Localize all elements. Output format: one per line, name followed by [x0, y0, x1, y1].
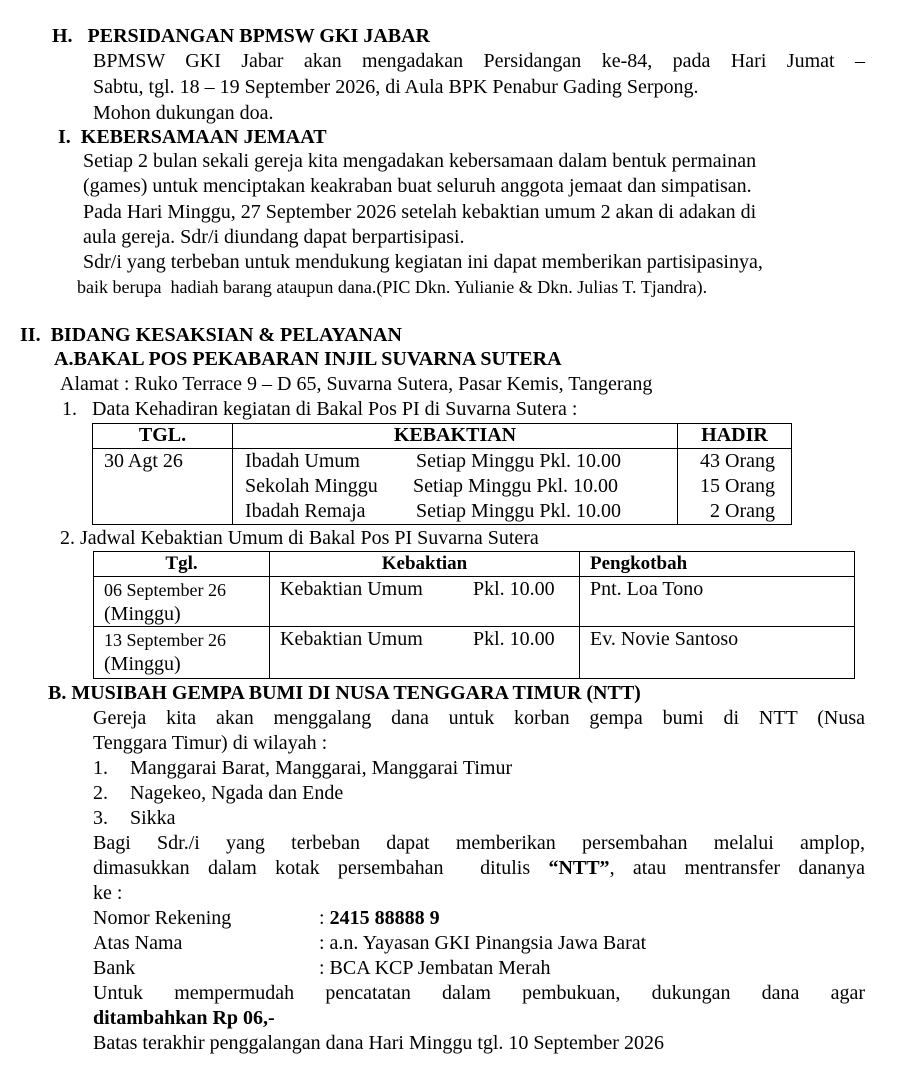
- address-line: Alamat : Ruko Terrace 9 – D 65, Suvarna Sutera, Pasar Kemis, Tangerang: [60, 373, 653, 395]
- account-number: 2415 88888 9: [329, 907, 440, 929]
- bank-label: Atas Nama: [93, 932, 183, 954]
- section-i-line: baik berupa hadiah barang ataupun dana.(PIC Dkn. Yulianie & Dkn. Julias T. Tjandra).: [77, 277, 708, 297]
- section-b-paragraph: Untuk mempermudah pencatatan dalam pembukuan, dukungan dana agar: [93, 982, 865, 1004]
- list-number: 3.: [93, 807, 108, 829]
- section-b-title: B. MUSIBAH GEMPA BUMI DI NUSA TENGGARA TIMUR (NTT): [48, 682, 641, 704]
- section-h-line: BPMSW GKI Jabar akan mengadakan Persidangan ke-84, pada Hari Jumat –: [93, 50, 865, 72]
- schedule-table: [93, 551, 855, 679]
- schedule-time: Pkl. 10.00: [473, 578, 555, 600]
- list-text: Nagekeo, Ngada dan Ende: [130, 782, 344, 804]
- section-b-paragraph: Tenggara Timur) di wilayah :: [93, 732, 328, 754]
- attendance-table: [92, 423, 792, 525]
- service-name: Ibadah Umum: [245, 450, 360, 472]
- section-i-line: aula gereja. Sdr/i diundang dapat berpartisipasi.: [83, 226, 465, 248]
- schedule-header-preacher: Pengkotbah: [580, 552, 855, 577]
- schedule-day: (Minggu): [104, 603, 181, 625]
- schedule-service-cell: [270, 577, 580, 627]
- schedule-preacher: Ev. Novie Santoso: [580, 627, 855, 679]
- attendance-header-service: KEBAKTIAN: [233, 424, 678, 449]
- attendance-count: 43 Orang: [700, 450, 775, 472]
- section-h-line: Mohon dukungan doa.: [93, 102, 274, 124]
- schedule-service: Kebaktian Umum: [280, 628, 423, 650]
- bank-row: [93, 956, 550, 981]
- section-ii-title: II. BIDANG KESAKSIAN & PELAYANAN: [20, 324, 402, 346]
- paragraph-text: , atau mentransfer dananya: [609, 857, 865, 879]
- schedule-row: [94, 627, 855, 679]
- list-text: Manggarai Barat, Manggarai, Manggarai Timur: [130, 757, 513, 779]
- section-b-paragraph: [93, 856, 865, 881]
- attendance-row: [245, 449, 677, 474]
- schedule-service-cell: [270, 627, 580, 679]
- item-2-heading: 2. Jadwal Kebaktian Umum di Bakal Pos PI Suvarna Sutera: [60, 527, 539, 549]
- attendance-header-date: TGL.: [93, 424, 233, 449]
- paragraph-text: dimasukkan dalam kotak persembahan ditulis: [93, 857, 549, 879]
- schedule-preacher: Pnt. Loa Tono: [580, 577, 855, 627]
- schedule-date-cell: [94, 627, 270, 679]
- service-name: Sekolah Minggu: [245, 475, 378, 497]
- bank-value: :: [319, 907, 330, 929]
- service-name: Ibadah Remaja: [245, 500, 366, 522]
- bank-label: Nomor Rekening: [93, 907, 232, 929]
- attendance-date: 30 Agt 26: [104, 450, 183, 472]
- section-b-paragraph: ke :: [93, 882, 123, 904]
- attendance-service-cell: [233, 449, 678, 525]
- attendance-date-cell: [93, 449, 233, 525]
- list-item: [93, 781, 343, 806]
- attendance-header-attendance: HADIR: [678, 424, 792, 449]
- item-1-heading: 1. Data Kehadiran kegiatan di Bakal Pos PI di Suvarna Sutera :: [62, 398, 578, 420]
- section-b-bold-line: ditambahkan Rp 06,-: [93, 1007, 275, 1029]
- attendance-count: 2 Orang: [710, 500, 775, 522]
- section-b-paragraph: Bagi Sdr./i yang terbeban dapat memberikan persembahan melalui amplop,: [93, 832, 865, 854]
- subsection-a-title: A.BAKAL POS PEKABARAN INJIL SUVARNA SUTERA: [54, 348, 562, 370]
- bank-row: [93, 906, 440, 931]
- section-i-line: Setiap 2 bulan sekali gereja kita mengadakan kebersamaan dalam bentuk permainan: [83, 150, 757, 172]
- service-schedule: Setiap Minggu Pkl. 10.00: [416, 450, 622, 472]
- schedule-day: (Minggu): [104, 653, 181, 675]
- list-number: 2.: [93, 782, 108, 804]
- attendance-row: [245, 474, 677, 499]
- attendance-count-cell: [678, 449, 792, 525]
- section-h-line: Sabtu, tgl. 18 – 19 September 2026, di Aula BPK Penabur Gading Serpong.: [93, 76, 699, 98]
- schedule-header-service: Kebaktian: [270, 552, 580, 577]
- attendance-count: 15 Orang: [700, 475, 775, 497]
- section-b-paragraph: Gereja kita akan menggalang dana untuk korban gempa bumi di NTT (Nusa: [93, 707, 865, 729]
- paragraph-bold: “NTT”: [548, 857, 610, 879]
- bank-label: Bank: [93, 957, 136, 979]
- section-i-line: Pada Hari Minggu, 27 September 2026 setelah kebaktian umum 2 akan di adakan di: [83, 201, 757, 223]
- schedule-date: 06 September 26: [104, 580, 226, 600]
- section-i-line: (games) untuk menciptakan keakraban buat seluruh anggota jemaat dan simpatisan.: [83, 175, 752, 197]
- service-schedule: Setiap Minggu Pkl. 10.00: [416, 500, 622, 522]
- list-item: [93, 756, 512, 781]
- attendance-row: [245, 499, 677, 524]
- list-item: [93, 806, 176, 831]
- bank-value: : BCA KCP Jembatan Merah: [319, 957, 551, 979]
- schedule-time: Pkl. 10.00: [473, 628, 555, 650]
- service-schedule: Setiap Minggu Pkl. 10.00: [413, 475, 619, 497]
- schedule-date: 13 September 26: [104, 630, 226, 650]
- schedule-service: Kebaktian Umum: [280, 578, 423, 600]
- list-number: 1.: [93, 757, 108, 779]
- list-text: Sikka: [130, 807, 176, 829]
- schedule-row: [94, 577, 855, 627]
- section-b-deadline: Batas terakhir penggalangan dana Hari Minggu tgl. 10 September 2026: [93, 1032, 664, 1054]
- section-i-line: Sdr/i yang terbeban untuk mendukung kegiatan ini dapat memberikan partisipasinya,: [83, 251, 763, 273]
- bank-value: : a.n. Yayasan GKI Pinangsia Jawa Barat: [319, 932, 647, 954]
- schedule-header-date: Tgl.: [94, 552, 270, 577]
- schedule-date-cell: [94, 577, 270, 627]
- section-i-title: I. KEBERSAMAAN JEMAAT: [58, 126, 327, 148]
- bank-row: [93, 931, 646, 956]
- section-h-title: H. PERSIDANGAN BPMSW GKI JABAR: [52, 25, 430, 47]
